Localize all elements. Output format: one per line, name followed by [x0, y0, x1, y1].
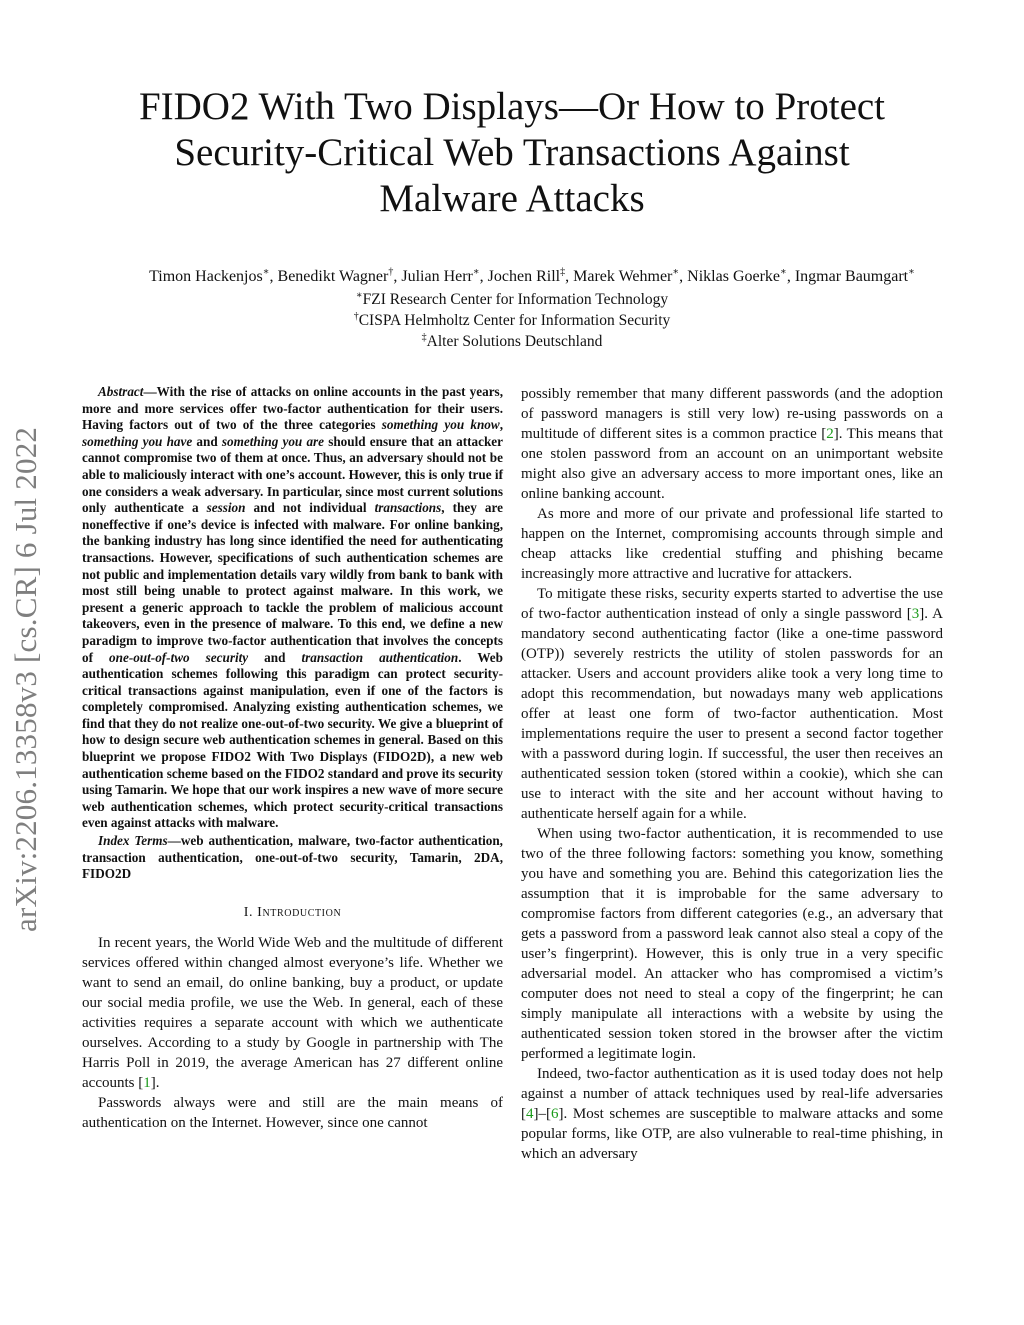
author-name: Ingmar Baumgart	[794, 268, 909, 285]
paragraph-text: Indeed, two-factor authentication as it is used today does not help against a number of attack techniques used by real-life adversaries [	[521, 1066, 943, 1122]
affiliation-name: FZI Research Center for Information Technology	[362, 291, 669, 308]
citation-link[interactable]: 6	[551, 1106, 559, 1122]
citation-link[interactable]: 2	[826, 426, 834, 442]
author-name: Marek Wehmer	[573, 268, 673, 285]
affiliation	[0, 332, 1024, 352]
affiliation-mark: ∗	[355, 289, 363, 301]
intro-paragraph: When using two-factor authentication, it is recommended to use two of the three following factors: something you know, something you have and something you are. Behind this categorization lies the assumption that it is improbable for the same adversary to compromise factors from different categories (e.g., an adversary that gets a password from a password leak cannot also steal a copy of the user’s fingerprint). However, this is only true in a very specific adversarial model. An attacker who has compromised a victim’s computer does not need to steal a copy of the fingerprint; he can simply manipulate all interactions with a website by using the authenticated session token stored in the browser after the victim performed a legitimate login.	[521, 826, 943, 1062]
abstract-text: ,	[499, 417, 503, 433]
abstract-emphasis: session	[206, 500, 246, 516]
abstract-text: , they are noneffective if one’s device is infected with malware. For online banking, the banking industry has long since identified the need for authenticating transactions. However, specifications of such authentication schemes are not public and implementation details vary wildly from bank to bank with most still being unable to protect against malware. In this work, we present a generic approach to tackle the problem of malicious account takeovers, even in the presence of malware. To this end, we define a new paradigm to improve two-factor authentication that involves the concepts of	[82, 500, 503, 665]
index-terms	[82, 833, 503, 883]
affiliation-name: Alter Solutions Deutschland	[426, 333, 603, 350]
right-column	[521, 384, 943, 1164]
abstract-text: and not individual	[245, 500, 375, 516]
left-column	[82, 384, 503, 1133]
paragraph-text: ].	[150, 1074, 160, 1091]
section-heading: I. Introduction	[243, 904, 342, 920]
affiliation	[0, 290, 1024, 310]
author-name: Timon Hackenjos	[149, 268, 263, 285]
author-mark: ∗	[472, 266, 480, 278]
abstract	[82, 384, 503, 832]
abstract-emphasis: something you know	[381, 417, 500, 433]
title-line: FIDO2 With Two Displays—Or How to Protect	[138, 85, 886, 128]
abstract-text: and	[192, 433, 222, 449]
author-mark: ‡	[560, 266, 566, 278]
paragraph-text: possibly remember that many different passwords (and the adoption of password managers is still very low) re-using passwords on a multitude of different sites is a common practice [	[521, 386, 943, 442]
index-terms-label: Index Terms	[98, 833, 168, 849]
paper-title	[90, 84, 934, 222]
author-name: Benedikt Wagner	[277, 268, 389, 285]
author-name: Jochen Rill	[487, 268, 561, 285]
abstract-emphasis: transaction authentication	[301, 649, 459, 665]
author-mark: ∗	[780, 266, 787, 278]
author-mark: ∗	[672, 266, 680, 278]
abstract-text: should ensure that an attacker cannot compromise two of them at once. Thus, an adversary should not be able to maliciously interact with one’s account. However, this is only true if one considers a weak adversary. In particular, since most current solutions only authenticate a	[82, 433, 503, 516]
abstract-text: and	[248, 649, 302, 665]
citation-link[interactable]: 3	[911, 606, 920, 622]
citation-link[interactable]: 1	[143, 1074, 151, 1091]
intro-paragraph: Passwords always were and still are the main means of authentication on the Internet. However, since one cannot	[82, 1094, 503, 1131]
author-mark: †	[388, 266, 394, 278]
abstract-label: Abstract	[98, 384, 144, 399]
abstract-text: . Web authentication schemes following this paradigm can protect security-critical transactions against manipulation, even if one of the factors is completely compromised. Analyzing existing authentication schemes, we find that they do not realize one-out-of-two security. We give a blueprint of how to design secure web authentication schemes in general. Based on this blueprint we propose FIDO2 With Two Displays (FIDO2D), a new web authentication scheme based on the FIDO2 standard and prove its security using Tamarin. We hope that our work inspires a new wave of more secure web authentication schemes, which protect security-critical transactions even against attacks with malware.	[82, 649, 503, 831]
abstract-emphasis: something you have	[82, 433, 193, 449]
affiliation-name: CISPA Helmholtz Center for Information Security	[358, 312, 671, 329]
author-mark: ∗	[908, 266, 915, 278]
affiliation	[0, 311, 1024, 331]
paragraph-text: To mitigate these risks, security experts started to advertise the use of two-factor authentication instead of only a single password [	[521, 586, 943, 622]
title-line: Security-Critical Web Transactions Against	[174, 131, 850, 174]
author-name: Julian Herr	[401, 268, 473, 285]
intro-paragraph	[82, 933, 503, 1093]
title-line: Malware Attacks	[379, 177, 645, 220]
author-name: Niklas Goerke	[687, 268, 781, 285]
intro-paragraph	[521, 584, 943, 824]
abstract-text: With the rise of attacks on online accounts in the past years, more and more services offer two-factor authentication for their users. Having factors out of two of the three categories	[82, 384, 503, 433]
affiliation-mark: †	[353, 310, 359, 322]
paragraph-text: ]. This means that one stolen password from an account on an unimportant website might also give an adversary access to more important ones, like an online banking account.	[521, 426, 943, 502]
paragraph-text: ]. A mandatory second authenticating factor (like a one-time password (OTP)) severely restricts the utility of stolen passwords for an attacker. Users and account providers alike took a very long time to adopt this recommendation, but nowadays many web applications offer at least one form of two-factor authentication. Most implementations require the user to present a second factor together with a password during login. If successful, the user then receives an authenticated session token (stored within a cookie), which she can use to interact with the site and her account without having to authenticate herself again for a while.	[521, 606, 944, 822]
paragraph-text: ]–[	[533, 1106, 551, 1122]
intro-paragraph-continued	[521, 384, 943, 504]
index-terms-dash: —	[167, 833, 181, 849]
affiliation-mark: ‡	[421, 331, 427, 343]
paragraph-text: In recent years, the World Wide Web and the multitude of different services offered within changed almost everyone’s life. Whether we want to send an email, do online banking, buy a product, or update our social media profile, we use the Web. In general, each of these activities requires a separate account with which we authenticate ourselves. According to a study by Google in partnership with The Harris Poll in 2019, the average American has 27 different online accounts [	[82, 934, 503, 1091]
intro-paragraph: As more and more of our private and professional life started to happen on the Internet, compromising accounts through simple and cheap attacks like credential stuffing and phishing became increasingly more attractive and lucrative for attackers.	[521, 506, 943, 582]
index-terms-text: web authentication, malware, two-factor authentication, transaction authentication, one-out-of-two security, Tamarin, 2DA, FIDO2D	[82, 833, 503, 882]
arxiv-stamp: arXiv:2206.13358v3 [cs.CR] 6 Jul 2022	[8, 426, 43, 932]
abstract-emphasis: transactions	[374, 500, 442, 516]
abstract-emphasis: something you are	[221, 433, 325, 449]
abstract-emphasis: one-out-of-two security	[109, 649, 249, 665]
citation-link[interactable]: 4	[526, 1106, 534, 1122]
author-list: Timon Hackenjos∗, Benedikt Wagner†, Julian Herr∗, Jochen Rill‡, Marek Wehmer∗, Niklas Goerke∗, Ingmar Baumgart∗	[149, 266, 915, 285]
abstract-dash: —	[143, 384, 157, 399]
paragraph-text: ]. Most schemes are susceptible to malware attacks and some popular forms, like OTP, are also vulnerable to real-time phishing, in which an adversary	[521, 1106, 943, 1162]
intro-paragraph	[521, 1064, 943, 1164]
author-mark: ∗	[262, 266, 270, 278]
